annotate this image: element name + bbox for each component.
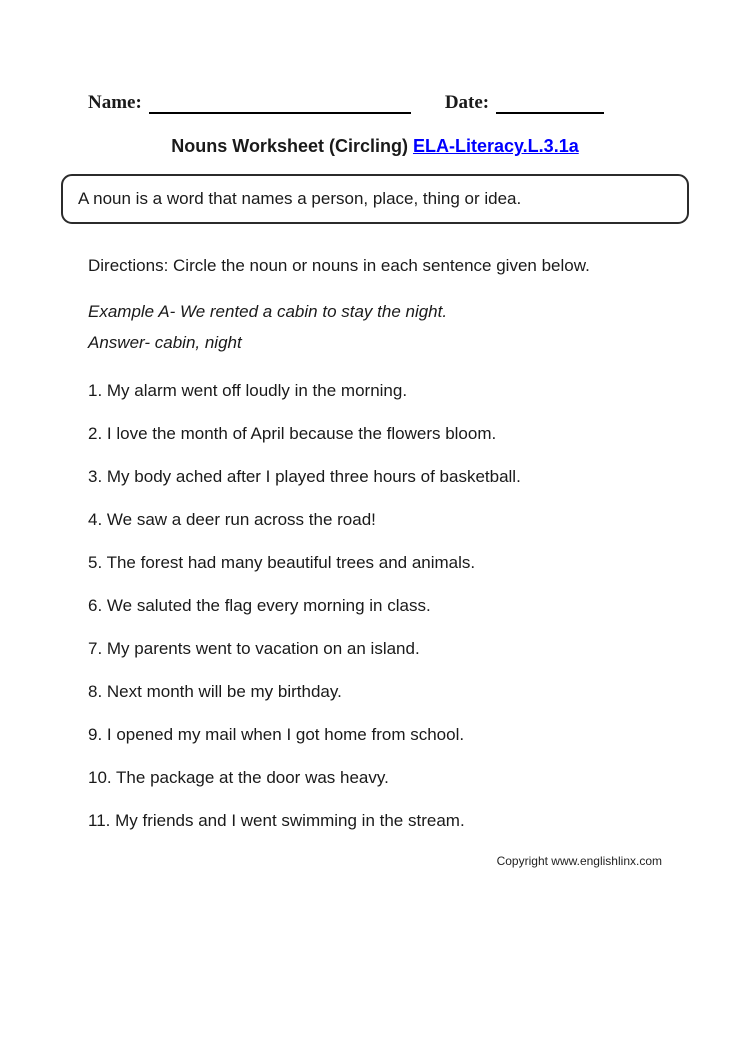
sentence-item-11: 11. My friends and I went swimming in the stream. xyxy=(88,811,465,830)
sentence-item-6: 6. We saluted the flag every morning in class. xyxy=(88,596,431,615)
copyright-text: Copyright www.englishlinx.com xyxy=(496,854,662,868)
directions-text: Directions: Circle the noun or nouns in each sentence given below. xyxy=(88,256,590,275)
sentence-item-8: 8. Next month will be my birthday. xyxy=(88,682,342,701)
example-block xyxy=(88,296,662,358)
sentence-item-5: 5. The forest had many beautiful trees and animals. xyxy=(88,553,476,572)
date-blank-line xyxy=(496,92,604,114)
example-sentence: Example A- We rented a cabin to stay the night. xyxy=(88,302,448,321)
worksheet-title xyxy=(0,136,750,157)
definition-box xyxy=(61,174,689,224)
sentence-list xyxy=(88,381,662,831)
example-answer: Answer- cabin, night xyxy=(88,333,242,352)
name-blank-line xyxy=(149,92,411,114)
title-text: Nouns Worksheet (Circling) xyxy=(171,136,413,156)
standard-link[interactable]: ELA-Literacy.L.3.1a xyxy=(412,136,579,156)
sentence-item-1: 1. My alarm went off loudly in the morning. xyxy=(88,381,408,400)
sentence-item-7: 7. My parents went to vacation on an island. xyxy=(88,639,420,658)
worksheet-content xyxy=(88,250,662,868)
definition-text: A noun is a word that names a person, place, thing or idea. xyxy=(78,189,522,208)
sentence-item-2: 2. I love the month of April because the flowers bloom. xyxy=(88,424,497,443)
sentence-item-9: 9. I opened my mail when I got home from school. xyxy=(88,725,465,744)
sentence-item-10: 10. The package at the door was heavy. xyxy=(88,768,389,787)
sentence-item-3: 3. My body ached after I played three hours of basketball. xyxy=(88,467,521,486)
sentence-item-4: 4. We saw a deer run across the road! xyxy=(88,510,376,529)
worksheet-page xyxy=(0,92,750,1062)
name-label: Name: xyxy=(88,92,142,113)
name-date-row xyxy=(88,92,662,114)
date-label: Date: xyxy=(444,92,490,113)
